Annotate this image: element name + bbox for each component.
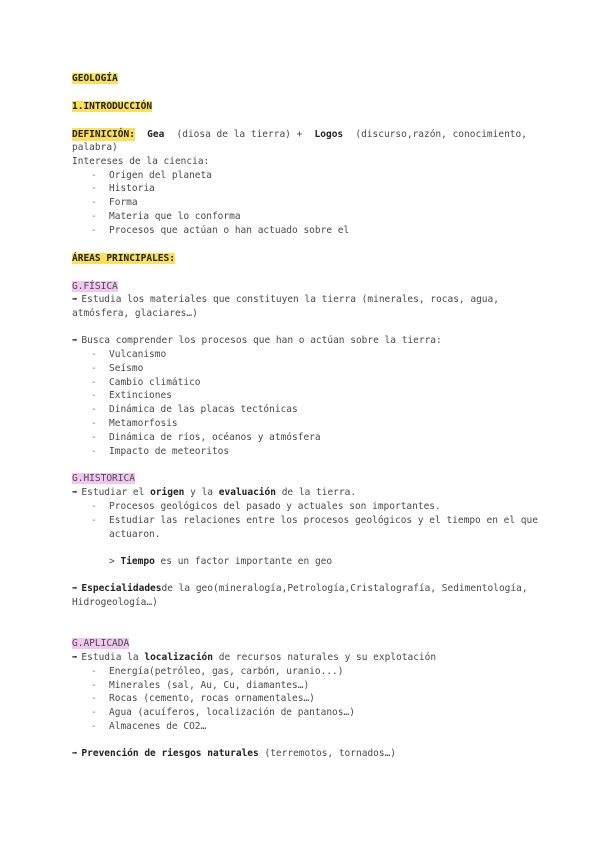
list-item: Impacto de meteoritos — [109, 446, 230, 457]
fisica-line2: ➡ Busca comprender los procesos que han o actúan sobre la tierra: — [72, 335, 442, 346]
list-item: Vulcanismo — [109, 349, 167, 360]
aplicada-line: ➡ Estudia la localización de recursos naturales y su explotación — [72, 652, 437, 663]
title: GEOLOGÍA — [72, 73, 118, 84]
especialidades-line: ➡ Especialidades de la geo(mineralogía,Petrología,Cristalografía, Sedimentología, — [72, 583, 528, 594]
fisica-line1-cont: atmósfera, glaciares…) — [72, 308, 198, 319]
list-item: Seísmo — [109, 363, 144, 374]
list-item: Minerales (sal, Au, Cu, diamantes…) — [109, 680, 310, 691]
list-item: Metamorfosis — [109, 418, 178, 429]
list-item: Estudiar las relaciones entre los procesos geológicos y el tiempo en el que — [109, 515, 538, 526]
section-heading: 1.INTRODUCCIÓN — [72, 101, 153, 112]
list-item: Energía(petróleo, gas, carbón, uranio...) — [109, 666, 344, 677]
prevencion-line: ➡ Prevención de riesgos naturales (terremotos, tornados…) — [72, 748, 397, 759]
aplicada-heading: G.APLICADA — [72, 638, 130, 649]
list-item: Cambio climático — [109, 377, 201, 388]
list-item: Dinámica de ríos, océanos y atmósfera — [109, 432, 321, 443]
list-item: Dinámica de las placas tectónicas — [109, 404, 298, 415]
historica-line: ➡ Estudiar el origen y la evaluación de la tierra. — [72, 487, 357, 498]
areas-heading: ÁREAS PRINCIPALES: — [72, 253, 175, 264]
list-item: Materia que lo conforma — [109, 211, 241, 222]
tiempo-note: > Tiempo es un factor importante en geo — [109, 556, 333, 567]
document-page: GEOLOGÍA 1.INTRODUCCIÓN DEFINICIÓN: Gea (diosa de la tierra) + Logos (discurso,razón, conocimiento, palabra) Intereses de la ciencia: - Origen del planeta - Historia - Forma - Materia que lo conforma - Procesos que actúan o han actuado sobre el ÁREAS PRINCIPALES: G.FÍSICA ➡ Estudia los materiales que constituyen la tierra (minerales, rocas, agua, atmósfera, glaciares…) ➡ Busca comprender los procesos que han o actúan sobre la tierra: - Vulcanismo - Seísmo - Cambio climático - Extinciones - Dinámica de las placas tectónicas - Metamorfosis - Dinámica de ríos, océanos y atmósfera - Impacto de meteoritos G.HISTORICA ➡ Estudiar el origen y la evaluación de la tierra. - Procesos geológicos del pasado y actuales son importantes. - Estudiar las relaciones entre los procesos geológicos y el tiempo en el que actuaron. > Tiempo es un factor importante en geo ➡ Especialidades de la geo(mineralogía,Petrología,Cristalografía, Sedimentología, Hidrogeología…) G.APLICADA ➡ Estudia la localización de recursos naturales y su explotación - Energía(petróleo, gas, carbón, uranio...) - Minerales (sal, Au, Cu, diamantes…) - Rocas (cemento, rocas ornamentales…) - Agua (acuíferos, localización de pantanos…) - Almacenes de CO2… ➡ Prevención de riesgos naturales (terremotos, tornados…) — [72, 73, 538, 759]
especialidades-cont: Hidrogeología…) — [72, 597, 158, 608]
list-item: Procesos geológicos del pasado y actuales son importantes. — [109, 501, 441, 512]
intereses-intro: Intereses de la ciencia: — [72, 156, 210, 167]
list-item: Historia — [109, 183, 155, 194]
fisica-heading: G.FÍSICA — [72, 281, 118, 292]
fisica-line1: ➡ Estudia los materiales que constituyen la tierra (minerales, rocas, agua, — [72, 294, 499, 305]
list-item: Rocas (cemento, rocas ornamentales…) — [109, 693, 315, 704]
definition-line: DEFINICIÓN: Gea (diosa de la tierra) + Logos (discurso,razón, conocimiento, — [72, 129, 527, 140]
definition-cont: palabra) — [72, 142, 118, 153]
list-item: Extinciones — [109, 390, 172, 401]
list-item: Origen del planeta — [109, 170, 212, 181]
historica-heading: G.HISTORICA — [72, 473, 135, 484]
list-item-cont: actuaron. — [109, 529, 161, 540]
list-item: Agua (acuíferos, localización de pantanos…) — [109, 707, 355, 718]
list-item: Almacenes de CO2… — [109, 721, 207, 732]
list-item: Forma — [109, 197, 138, 208]
list-item: Procesos que actúan o han actuado sobre el — [109, 225, 350, 236]
